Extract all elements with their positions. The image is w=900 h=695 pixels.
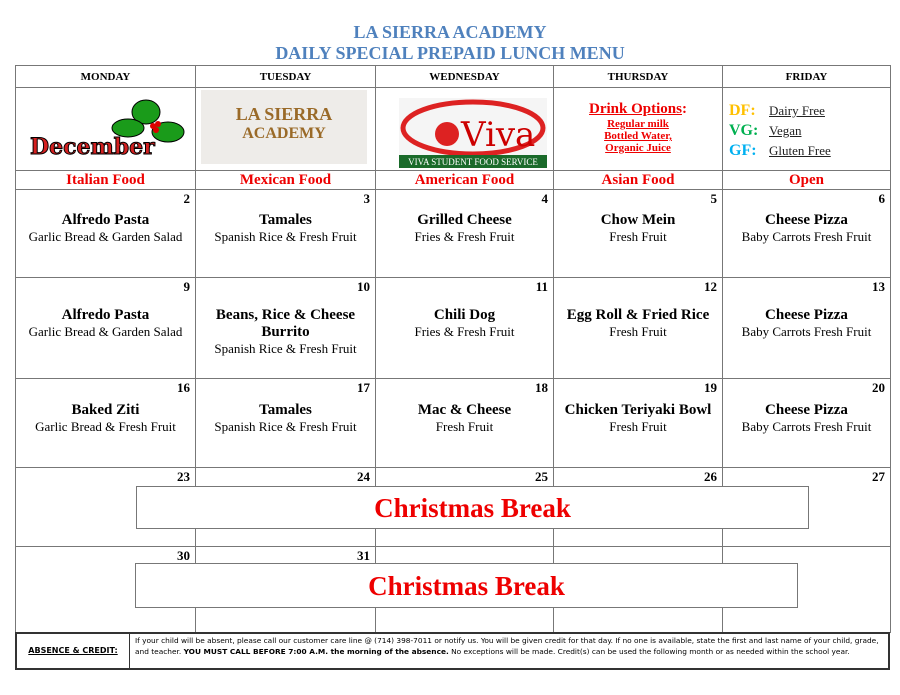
meal xyxy=(376,212,553,245)
day-cell xyxy=(553,277,723,379)
date-number: 6 xyxy=(878,191,885,206)
day-header: WEDNESDAY xyxy=(375,65,554,88)
date-number: 18 xyxy=(535,380,548,395)
absence-credit-footer xyxy=(15,632,890,670)
meal-title: Alfredo Pasta xyxy=(61,212,150,228)
date-number: 3 xyxy=(363,191,370,206)
logo-cell xyxy=(722,87,891,171)
meal-sides: Garlic Bread & Garden Salad xyxy=(28,229,183,244)
meal-title: Chili Dog xyxy=(433,306,496,323)
date-number: 5 xyxy=(710,191,717,206)
meal-sides: Fresh Fruit xyxy=(609,229,667,244)
footer-text-1: If your child will be absent, please call our customer care line @ (714) 398-7011 or notify us. You will be given credit for that day. If no one is available, state the first and last name of your child, grade, and teacher. xyxy=(135,636,879,656)
date-number: 11 xyxy=(535,279,548,294)
date-number: 2 xyxy=(183,191,190,206)
meal-sides: Spanish Rice & Fresh Fruit xyxy=(214,340,357,356)
meal xyxy=(376,402,553,435)
legend-key: VG: xyxy=(729,122,759,139)
legend-label: Dairy Free xyxy=(769,103,825,118)
date-number: 24 xyxy=(357,469,370,484)
day-cell xyxy=(722,378,891,468)
christmas-break-banner: Christmas Break xyxy=(135,563,798,608)
meal xyxy=(723,212,890,245)
meal-title: Alfredo Pasta xyxy=(61,306,150,323)
meal xyxy=(16,402,195,435)
meal-title: Chow Mein xyxy=(600,212,676,228)
day-cell xyxy=(15,378,196,468)
date-number: 17 xyxy=(357,380,370,395)
meal xyxy=(196,307,375,357)
meal xyxy=(196,212,375,245)
christmas-break-banner: Christmas Break xyxy=(136,486,809,529)
school-logo-line2: ACADEMY xyxy=(242,125,326,142)
date-number: 19 xyxy=(704,380,717,395)
meal-sides: Fresh Fruit xyxy=(609,323,667,339)
date-number: 27 xyxy=(872,469,885,484)
date-number: 4 xyxy=(541,191,548,206)
meal xyxy=(723,402,890,435)
day-header: THURSDAY xyxy=(553,65,723,88)
meal xyxy=(554,212,722,245)
date-number: 16 xyxy=(177,380,190,395)
meal-title: Beans, Rice & Cheese Burrito xyxy=(215,306,356,340)
logo-cell xyxy=(195,87,376,171)
date-number: 23 xyxy=(177,469,190,484)
meal xyxy=(376,307,553,340)
day-cell xyxy=(195,378,376,468)
category-header: Asian Food xyxy=(553,170,723,190)
meal-sides: Fries & Fresh Fruit xyxy=(414,229,515,244)
meal-title: Egg Roll & Fried Rice xyxy=(566,306,710,323)
day-cell xyxy=(722,189,891,278)
date-number: 31 xyxy=(357,548,370,563)
legend-label: Gluten Free xyxy=(769,143,831,158)
meal-sides: Baby Carrots Fresh Fruit xyxy=(741,323,872,339)
logo-cell xyxy=(15,87,196,171)
meal-sides: Fresh Fruit xyxy=(435,418,494,434)
day-cell xyxy=(553,189,723,278)
day-cell xyxy=(15,189,196,278)
day-cell xyxy=(195,277,376,379)
logo-cell xyxy=(553,87,723,171)
legend-key: DF: xyxy=(729,102,756,119)
viva-tagline: VIVA STUDENT FOOD SERVICE xyxy=(408,157,538,167)
date-number: 20 xyxy=(872,380,885,395)
date-number: 30 xyxy=(177,548,190,563)
meal-title: Mac & Cheese xyxy=(417,401,512,418)
school-logo-line1: LA SIERRA xyxy=(235,104,333,124)
meal xyxy=(554,402,722,435)
meal xyxy=(554,307,722,340)
date-number: 25 xyxy=(535,469,548,484)
title-line-2: DAILY SPECIAL PREPAID LUNCH MENU xyxy=(275,43,625,63)
drink-options-title: Drink Options xyxy=(589,101,682,117)
december-text: December xyxy=(30,134,155,160)
day-header: MONDAY xyxy=(15,65,196,88)
date-number: 12 xyxy=(704,279,717,294)
day-cell xyxy=(375,189,554,278)
meal-title: Tamales xyxy=(259,212,312,228)
meal-sides: Spanish Rice & Fresh Fruit xyxy=(214,229,357,244)
drink-item: Regular milk xyxy=(607,118,669,130)
legend-label: Vegan xyxy=(769,123,802,138)
meal-title: Cheese Pizza xyxy=(765,401,848,418)
meal xyxy=(196,402,375,435)
drink-item: Organic Juice xyxy=(605,142,671,154)
meal xyxy=(16,212,195,245)
meal-sides: Baby Carrots Fresh Fruit xyxy=(741,418,872,434)
day-cell xyxy=(375,277,554,379)
meal xyxy=(16,307,195,340)
day-cell xyxy=(722,277,891,379)
colon: : xyxy=(681,101,687,117)
category-header: Mexican Food xyxy=(195,170,376,190)
date-number: 9 xyxy=(183,279,190,294)
day-cell xyxy=(195,189,376,278)
meal-title: Cheese Pizza xyxy=(765,306,848,323)
footer-warning: YOU MUST CALL BEFORE 7:00 A.M. the morning of the absence. xyxy=(183,647,449,656)
meal-title: Cheese Pizza xyxy=(765,212,848,228)
meal-sides: Baby Carrots Fresh Fruit xyxy=(741,229,872,244)
day-cell xyxy=(553,378,723,468)
footer-text xyxy=(135,635,887,657)
date-number: 26 xyxy=(704,469,717,484)
meal-sides: Fries & Fresh Fruit xyxy=(414,323,515,339)
meal-title: Baked Ziti xyxy=(71,401,140,418)
meal-sides: Garlic Bread & Fresh Fruit xyxy=(35,418,176,434)
date-number: 10 xyxy=(357,279,370,294)
meal-title: Grilled Cheese xyxy=(417,212,512,228)
category-header: American Food xyxy=(375,170,554,190)
category-header: Italian Food xyxy=(15,170,196,190)
meal-title: Chicken Teriyaki Bowl xyxy=(564,401,712,418)
viva-text: Viva xyxy=(461,115,536,155)
category-header: Open xyxy=(722,170,891,190)
title-line-1: LA SIERRA ACADEMY xyxy=(353,22,547,42)
footer-label: ABSENCE & CREDIT: xyxy=(28,646,118,655)
meal-sides: Garlic Bread & Garden Salad xyxy=(28,323,183,339)
day-header: TUESDAY xyxy=(195,65,376,88)
meal-sides: Spanish Rice & Fresh Fruit xyxy=(214,418,357,434)
footer-text-2: No exceptions will be made. Credit(s) can be used the following month or as needed within the school year. xyxy=(448,647,850,656)
day-cell xyxy=(375,378,554,468)
drink-item: Bottled Water, xyxy=(604,130,672,142)
logo-cell xyxy=(375,87,554,171)
day-header: FRIDAY xyxy=(722,65,891,88)
meal-sides: Fresh Fruit xyxy=(609,418,667,434)
meal xyxy=(723,307,890,340)
legend-key: GF: xyxy=(729,142,757,159)
meal-title: Tamales xyxy=(259,401,312,418)
day-cell xyxy=(15,277,196,379)
date-number: 13 xyxy=(872,279,885,294)
